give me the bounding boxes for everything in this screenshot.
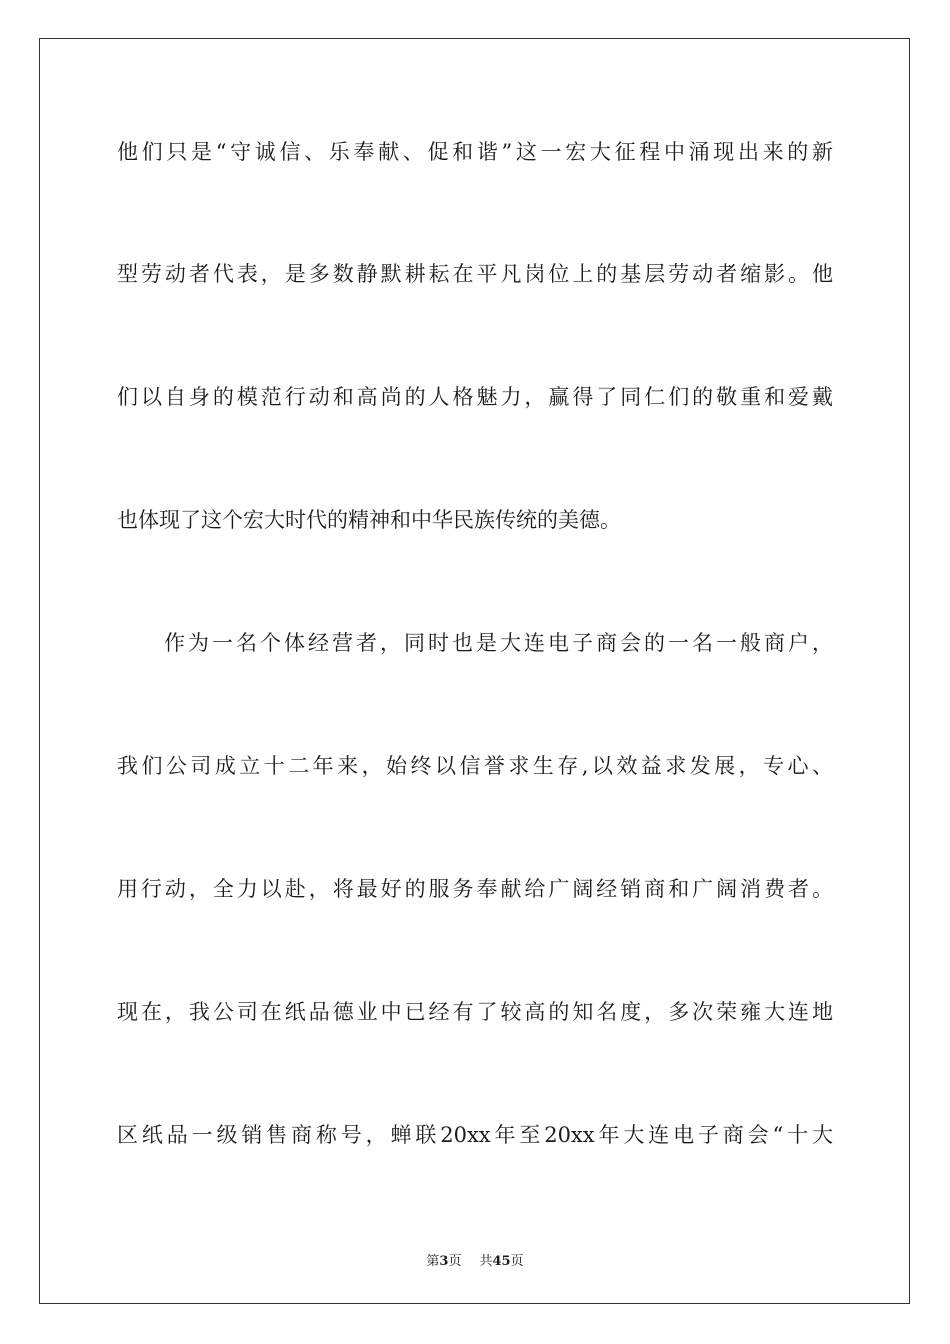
text-line-9: 区纸品一级销售商称号，蝉联20xx年至20xx年大连电子商会“十大 (117, 1123, 833, 1147)
text-line-8: 现在，我公司在纸品德业中已经有了较高的知名度，多次荣雍大连地 (117, 1000, 833, 1024)
text-line-1: 他们只是“守诚信、乐奉献、促和谐”这一宏大征程中涌现出来的新 (117, 140, 833, 164)
total-prefix: 共 (479, 1254, 493, 1269)
page-border (39, 38, 910, 1304)
page-prefix: 第 (426, 1254, 440, 1269)
text-line-6: 我们公司成立十二年来，始终以信誉求生存,以效益求发展，专心、 (117, 754, 833, 778)
total-suffix: 页 (510, 1254, 524, 1269)
total-pages: 45 (492, 1254, 511, 1269)
page-footer (0, 1250, 950, 1269)
text-line-5: 作为一名个体经营者，同时也是大连电子商会的一名一般商户， (164, 631, 833, 655)
text-line-4: 也体现了这个宏大时代的精神和中华民族传统的美德。 (117, 508, 621, 532)
text-line-7: 用行动，全力以赴，将最好的服务奉献给广阔经销商和广阔消费者。 (117, 877, 833, 901)
text-line-2: 型劳动者代表，是多数静默耕耘在平凡岗位上的基层劳动者缩影。他 (117, 262, 833, 286)
text-line-3: 们以自身的模范行动和高尚的人格魅力，赢得了同仁们的敬重和爱戴 (117, 385, 833, 409)
page-suffix: 页 (448, 1254, 462, 1269)
page-number: 3 (439, 1254, 449, 1269)
